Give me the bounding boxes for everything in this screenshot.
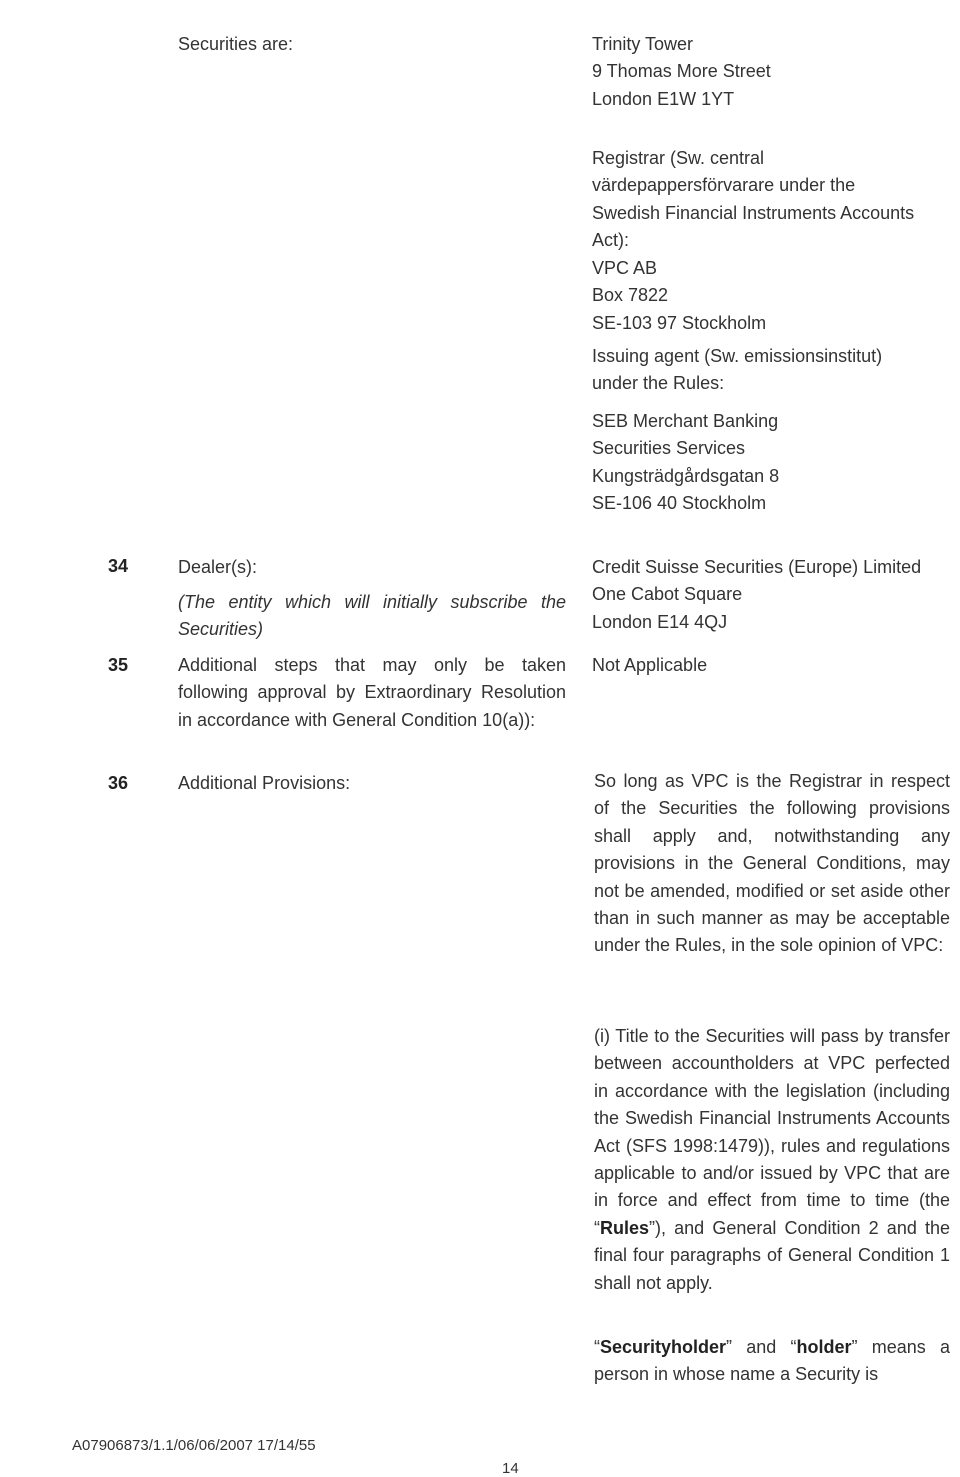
issuing-agent-line-1: Issuing agent (Sw. emissionsinstitut) — [592, 346, 883, 366]
seb-line-2: Securities Services — [592, 438, 746, 458]
securities-are-label: Securities are: — [178, 34, 294, 54]
para3-text-after: ” means a person in whose name a Security is — [594, 1337, 950, 1385]
address-line-2: 9 Thomas More Street — [592, 61, 771, 81]
dealer-line-2: One Cabot Square — [592, 584, 743, 604]
dealer-line-1: Credit Suisse Securities (Europe) Limited — [592, 557, 922, 577]
dealer-line-3: London E14 4QJ — [592, 612, 728, 632]
holder-term: holder — [796, 1337, 852, 1357]
address-line-3: London E1W 1YT — [592, 89, 735, 109]
para2-text-after: ”), and General Condition 2 and the final four paragraphs of General Condition 1 shall not apply. — [594, 1217, 950, 1293]
registrar-line-2: värdepappersförvarare under the — [592, 175, 856, 195]
item-35-value: Not Applicable — [592, 655, 708, 675]
item-36-label: Additional Provisions: — [178, 773, 351, 793]
registrar-line-7: SE-103 97 Stockholm — [592, 313, 767, 333]
item-34-note: (The entity which will initially subscribe the Securities) — [178, 592, 566, 640]
seb-line-3: Kungsträdgårdsgatan 8 — [592, 466, 780, 486]
para3-mid: ” and “ — [726, 1337, 797, 1357]
para3-open-quote: “ — [594, 1337, 600, 1357]
item-34-number: 34 — [108, 556, 129, 576]
item-35-label: Additional steps that may only be taken following approval by Extraordinary Resolution in accordance with General Condition 10(a)): — [178, 655, 566, 730]
page-number: 14 — [502, 1460, 519, 1477]
item-34-label: Dealer(s): — [178, 557, 258, 577]
item-36-number: 36 — [108, 773, 129, 793]
registrar-line-4: Act): — [592, 230, 630, 250]
rules-term: Rules — [600, 1217, 650, 1238]
registrar-line-1: Registrar (Sw. central — [592, 148, 765, 168]
registrar-line-3: Swedish Financial Instruments Accounts — [592, 203, 915, 223]
issuing-agent-line-2: under the Rules: — [592, 373, 725, 393]
seb-line-1: SEB Merchant Banking — [592, 411, 779, 431]
item-36-paragraph-1: So long as VPC is the Registrar in respect of the Securities the following provisions shall apply and, notwithstanding any provisions in the General Conditions, may not be amended, modified or set aside other than in such manner as may be acceptable under the Rules, in the sole opinion of VPC: — [594, 771, 950, 956]
para2-text-before: (i) Title to the Securities will pass by transfer between accountholders at VPC perfected in accordance with the legislation (including the Swedish Financial Instruments Accounts Act (SFS 1998:1479)), rules and regulations applicable to and/or issued by VPC that are in force and effect from time to time (the “ — [594, 1026, 950, 1238]
securityholder-term: Securityholder — [600, 1337, 727, 1357]
item-36-paragraph-2 — [594, 1023, 950, 1297]
registrar-line-5: VPC AB — [592, 258, 658, 278]
address-line-1: Trinity Tower — [592, 34, 694, 54]
registrar-line-6: Box 7822 — [592, 285, 669, 305]
item-35-number: 35 — [108, 655, 129, 675]
item-36-paragraph-3 — [594, 1334, 950, 1389]
document-reference: A07906873/1.1/06/06/2007 17/14/55 — [72, 1437, 316, 1454]
seb-line-4: SE-106 40 Stockholm — [592, 493, 767, 513]
